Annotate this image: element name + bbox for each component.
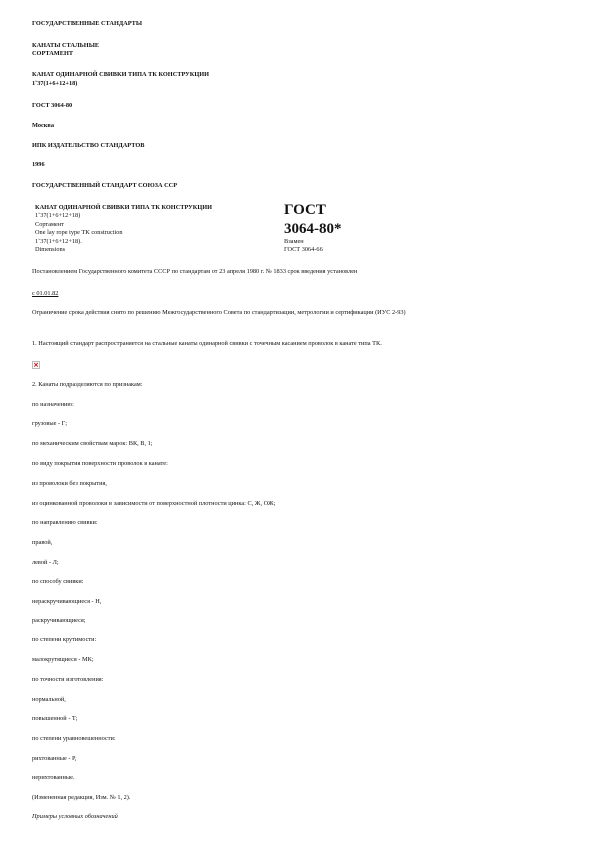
title-gost-number: 3064-80* (284, 221, 342, 237)
title-construction: 1˘37(1+6+12+18) (35, 212, 81, 219)
list-item: по точности изготовления: (32, 676, 104, 683)
validity-paragraph: Ограничение срока действия снято по решению Межгосударственного Совета по стандартизации, метрологии и сертификации (ИУС 2-93) (32, 309, 406, 316)
list-item: нерихтованные. (32, 774, 75, 781)
list-item: правой, (32, 539, 53, 546)
title-rope-name: КАНАТ ОДИНАРНОЙ СВИВКИ ТИПА ТК КОНСТРУКЦИИ (35, 204, 213, 211)
title-dimensions: Dimensions (35, 246, 66, 253)
title-gost-label: ГОСТ (284, 202, 326, 218)
header-construction: 1˘37(1+6+12+18) (32, 80, 78, 87)
resolution-paragraph: Постановлением Государственного комитета СССР по стандартам от 23 апреля 1980 г. № 1833 срок введения установлен (32, 268, 358, 275)
header-state-standard: ГОСУДАРСТВЕННЫЙ СТАНДАРТ СОЮЗА ССР (32, 182, 178, 189)
title-replace-label: Взамен (284, 238, 304, 245)
header-title: КАНАТЫ СТАЛЬНЫЕ (32, 42, 100, 49)
title-construction-en: 1˘37(1+6+12+18). (35, 238, 82, 245)
examples-heading: Примеры условных обозначений (32, 813, 118, 820)
title-subtitle-ru: Сортамент (35, 221, 64, 228)
list-item: по степени уравновешенности: (32, 735, 116, 742)
list-item: по направлению свивки: (32, 519, 98, 526)
list-item: нормальной, (32, 696, 66, 703)
list-item: по механическим свойствам марок: ВК, В, 1; (32, 440, 153, 447)
header-year: 1996 (32, 161, 45, 168)
list-item: по назначению: (32, 401, 74, 408)
broken-image-icon: × (33, 361, 39, 369)
classification-heading: 2. Канаты подразделяются по признакам: (32, 381, 143, 388)
list-item: по виду покрытия поверхности проволок в канате: (32, 460, 168, 467)
list-item: из проволоки без покрытия, (32, 480, 107, 487)
header-standards: ГОСУДАРСТВЕННЫЕ СТАНДАРТЫ (32, 20, 143, 27)
list-item: малокрутящиеся - МК; (32, 656, 94, 663)
header-publisher: ИПК ИЗДАТЕЛЬСТВО СТАНДАРТОВ (32, 142, 145, 149)
list-item: грузовые - Г; (32, 420, 68, 427)
list-item: по способу свивки: (32, 578, 84, 585)
amendment-note: (Измененная редакция, Изм. № 1, 2). (32, 794, 131, 801)
effective-date: с 01.01.82 (32, 290, 59, 297)
title-replace-value: ГОСТ 3064-66 (284, 246, 323, 253)
title-english: One lay rope type TK construction (35, 229, 123, 236)
header-city: Москва (32, 122, 54, 129)
list-item: раскручивающиеся; (32, 617, 86, 624)
list-item: по степени крутимости: (32, 636, 97, 643)
header-gost-number: ГОСТ 3064-80 (32, 102, 73, 109)
list-item: повышенной - Т; (32, 715, 78, 722)
list-item: рихтованные - Р, (32, 755, 77, 762)
list-item: нераскручивающиеся - Н, (32, 598, 102, 605)
list-item: из оцинкованной проволоки в зависимости от поверхностной плотности цинка: С, Ж, ОЖ; (32, 500, 276, 507)
header-rope-name: КАНАТ ОДИНАРНОЙ СВИВКИ ТИПА ТК КОНСТРУКЦИИ (32, 71, 210, 78)
scope-paragraph: 1. Настоящий стандарт распространяется на стальные канаты одинарной свивки с точечным касанием проволок в канате типа ТК. (32, 340, 382, 347)
header-subtitle: СОРТАМЕНТ (32, 50, 74, 57)
list-item: левой - Л; (32, 559, 59, 566)
